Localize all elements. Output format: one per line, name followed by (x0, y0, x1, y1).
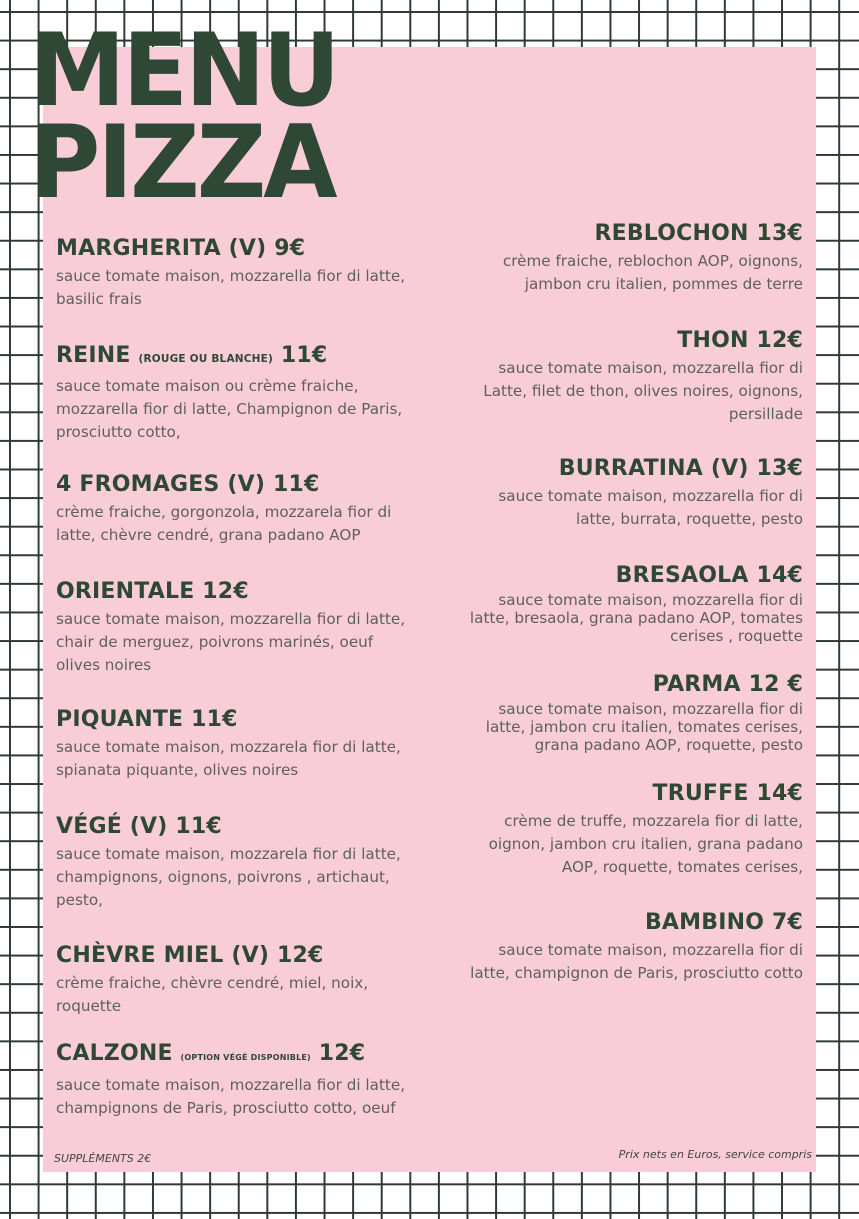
pizza-note: (ROUGE OU BLANCHE) (138, 353, 274, 365)
pizza-name: TRUFFE 14€ (652, 781, 803, 806)
menu-title (30, 11, 338, 222)
desc-line: sauce tomate maison, mozzarella fior di latte, (56, 610, 406, 628)
desc-line: roquette (56, 997, 122, 1015)
pizza-description (56, 972, 368, 1018)
desc-line: crème fraiche, chèvre cendré, miel, noix, (56, 974, 369, 992)
desc-line: AOP, roquette, tomates cerises, (561, 858, 803, 876)
pizza-name: CHÈVRE MIEL (V) 12€ (56, 943, 324, 968)
desc-line: sauce tomate maison, mozzarela fior di latte, (56, 845, 401, 863)
desc-line: latte, champignon de Paris, prosciutto cotto (470, 964, 803, 982)
pizza-truffe (489, 780, 803, 879)
pizza-reblochon (503, 220, 803, 296)
pizza-burratina (498, 455, 803, 531)
pizza-description (56, 501, 391, 547)
pizza-description (56, 265, 405, 311)
desc-line: pesto, (56, 891, 103, 909)
pizza-description (483, 357, 803, 426)
pizza-price: 12€ (318, 1041, 366, 1066)
pizza-chevre-miel (56, 942, 368, 1018)
pizza-name: BAMBINO 7€ (644, 910, 803, 935)
desc-line: chair de merguez, poivrons marinés, oeuf (56, 633, 374, 651)
pizza-name: 4 FROMAGES (V) 11€ (56, 472, 320, 497)
desc-line: prosciutto cotto, (56, 423, 181, 441)
desc-line: oignon, jambon cru italien, grana padano (488, 835, 803, 853)
desc-line: sauce tomate maison, mozzarella fior di latte, (56, 1076, 406, 1094)
desc-line: latte, bresaola, grana padano AOP, tomates (469, 609, 803, 627)
pizza-description (56, 375, 402, 444)
desc-line: sauce tomate maison, mozzarella fior di (498, 487, 803, 505)
supplements-note: SUPPLÉMENTS 2€ (54, 1152, 152, 1165)
desc-line: grana padano AOP, roquette, pesto (534, 736, 803, 754)
pizza-description (56, 1074, 405, 1120)
pizza-name: MARGHERITA (V) 9€ (56, 236, 306, 261)
pizza-bresaola (470, 562, 803, 645)
desc-line: sauce tomate maison, mozzarela fior di latte, (56, 738, 401, 756)
pizza-bambino (470, 909, 803, 985)
pizza-description (486, 700, 803, 754)
desc-line: latte, chèvre cendré, grana padano AOP (56, 526, 361, 544)
desc-line: crème fraiche, gorgonzola, mozzarela fior di (56, 503, 392, 521)
pizza-name: THON 12€ (677, 328, 803, 353)
pizza-vege (56, 813, 401, 912)
desc-line: sauce tomate maison, mozzarella fior di latte, (56, 267, 406, 285)
pizza-margherita (56, 235, 405, 311)
desc-line: persillade (728, 405, 803, 423)
desc-line: crème fraiche, reblochon AOP, oignons, (502, 252, 803, 270)
prices-note: Prix nets en Euros, service compris (618, 1148, 812, 1161)
pizza-description (56, 608, 405, 677)
pizza-piquante (56, 706, 401, 782)
pizza-description (498, 485, 803, 531)
pizza-description (503, 250, 803, 296)
title-line-menu: MENU (30, 11, 338, 129)
desc-line: latte, jambon cru italien, tomates cerises, (485, 718, 803, 736)
pizza-name (56, 1040, 405, 1072)
desc-line: Latte, filet de thon, olives noires, oignons, (483, 382, 803, 400)
title-line-pizza: PIZZA (30, 103, 335, 222)
pizza-description (489, 810, 803, 879)
pizza-title: REINE (56, 343, 131, 368)
pizza-description (470, 939, 803, 985)
desc-line: jambon cru italien, pommes de terre (524, 275, 803, 293)
desc-line: sauce tomate maison, mozzarella fior di (498, 359, 803, 377)
pizza-description (470, 591, 803, 645)
pizza-4-fromages (56, 471, 391, 547)
pizza-name (56, 342, 402, 373)
pizza-description (56, 843, 401, 912)
pizza-price: 11€ (280, 343, 328, 368)
desc-line: mozzarella fior di latte, Champignon de Paris, (56, 400, 403, 418)
pizza-name: PARMA 12 € (652, 672, 803, 697)
pizza-name: PIQUANTE 11€ (56, 707, 238, 732)
desc-line: champignons de Paris, prosciutto cotto, oeuf (56, 1099, 396, 1117)
pizza-description (56, 736, 401, 782)
pizza-calzone (56, 1040, 405, 1120)
desc-line: crème de truffe, mozzarela fior di latte, (504, 812, 803, 830)
desc-line: sauce tomate maison ou crème fraiche, (56, 377, 359, 395)
desc-line: latte, burrata, roquette, pesto (575, 510, 803, 528)
desc-line: sauce tomate maison, mozzarella fior di (498, 700, 803, 718)
pizza-name: BURRATINA (V) 13€ (558, 456, 803, 481)
desc-line: spianata piquante, olives noires (56, 761, 299, 779)
pizza-name: VÉGÉ (V) 11€ (56, 814, 222, 839)
pizza-name: BRESAOLA 14€ (615, 563, 803, 588)
pizza-name: REBLOCHON 13€ (594, 221, 803, 246)
desc-line: cerises , roquette (670, 627, 803, 645)
pizza-name: ORIENTALE 12€ (56, 579, 249, 604)
pizza-title: CALZONE (56, 1041, 173, 1066)
desc-line: basilic frais (56, 290, 142, 308)
desc-line: olives noires (56, 656, 152, 674)
desc-line: sauce tomate maison, mozzarella fior di (498, 941, 803, 959)
pizza-reine (56, 342, 402, 444)
pizza-orientale (56, 578, 405, 677)
desc-line: champignons, oignons, poivrons , artichaut, (56, 868, 390, 886)
pizza-thon (483, 327, 803, 426)
desc-line: sauce tomate maison, mozzarella fior di (498, 591, 803, 609)
pizza-parma (486, 671, 803, 754)
pizza-note: (OPTION VÉGÉ DISPONIBLE) (180, 1053, 311, 1062)
